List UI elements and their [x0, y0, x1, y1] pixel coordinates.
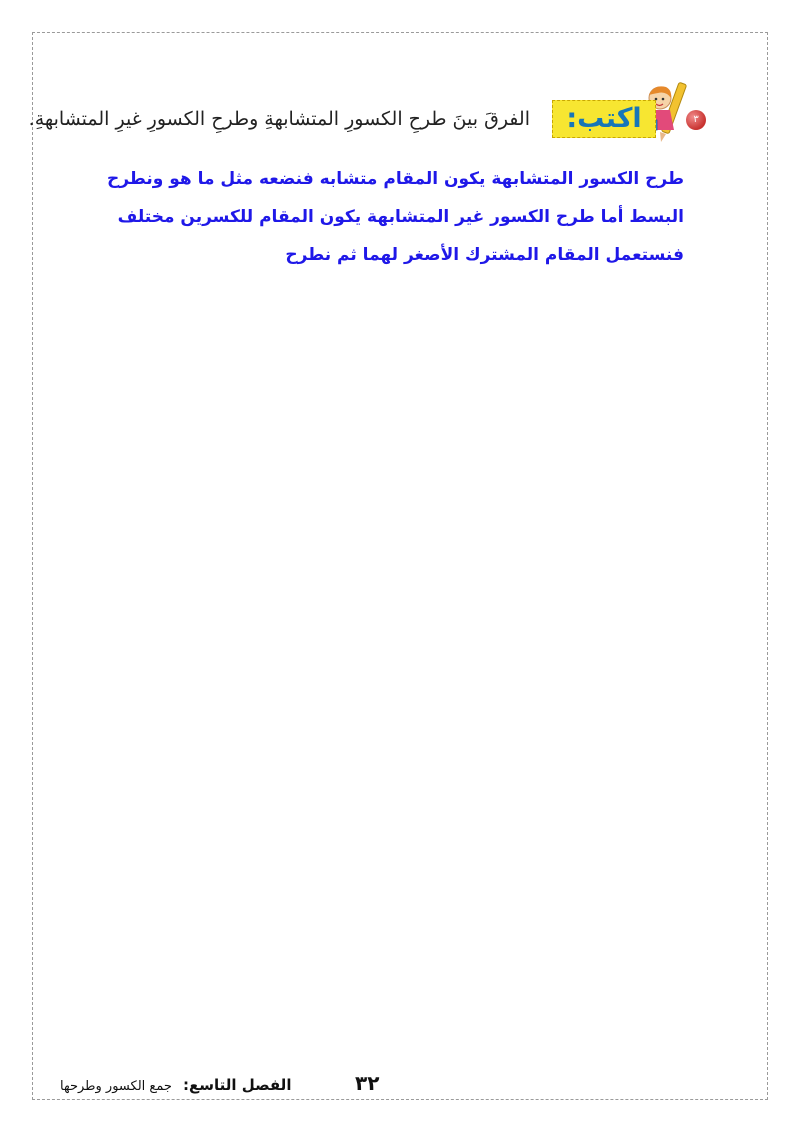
chapter-subtitle: جمع الكسور وطرحها — [60, 1079, 172, 1094]
write-label: اكتب: — [552, 100, 656, 138]
page-number: ٣٢ — [355, 1071, 380, 1095]
question-number-badge: ٣ — [686, 110, 706, 130]
chapter-title: الفصل التاسع: — [182, 1076, 292, 1094]
answer-text: طرح الكسور المتشابهة يكون المقام متشابه فنضعه مثل ما هو ونطرح البسط أما طرح الكسور غير المتشابهة يكون المقام للكسرين مختلف فنستعمل المقام المشترك الأصغر لهما ثم نطرح — [106, 169, 684, 265]
chapter-footer — [60, 1075, 291, 1094]
question-instruction: الفرقَ بينَ طرحِ الكسورِ المتشابهةِ وطرحِ الكسورِ غيرِ المتشابهةِ. — [28, 108, 530, 130]
